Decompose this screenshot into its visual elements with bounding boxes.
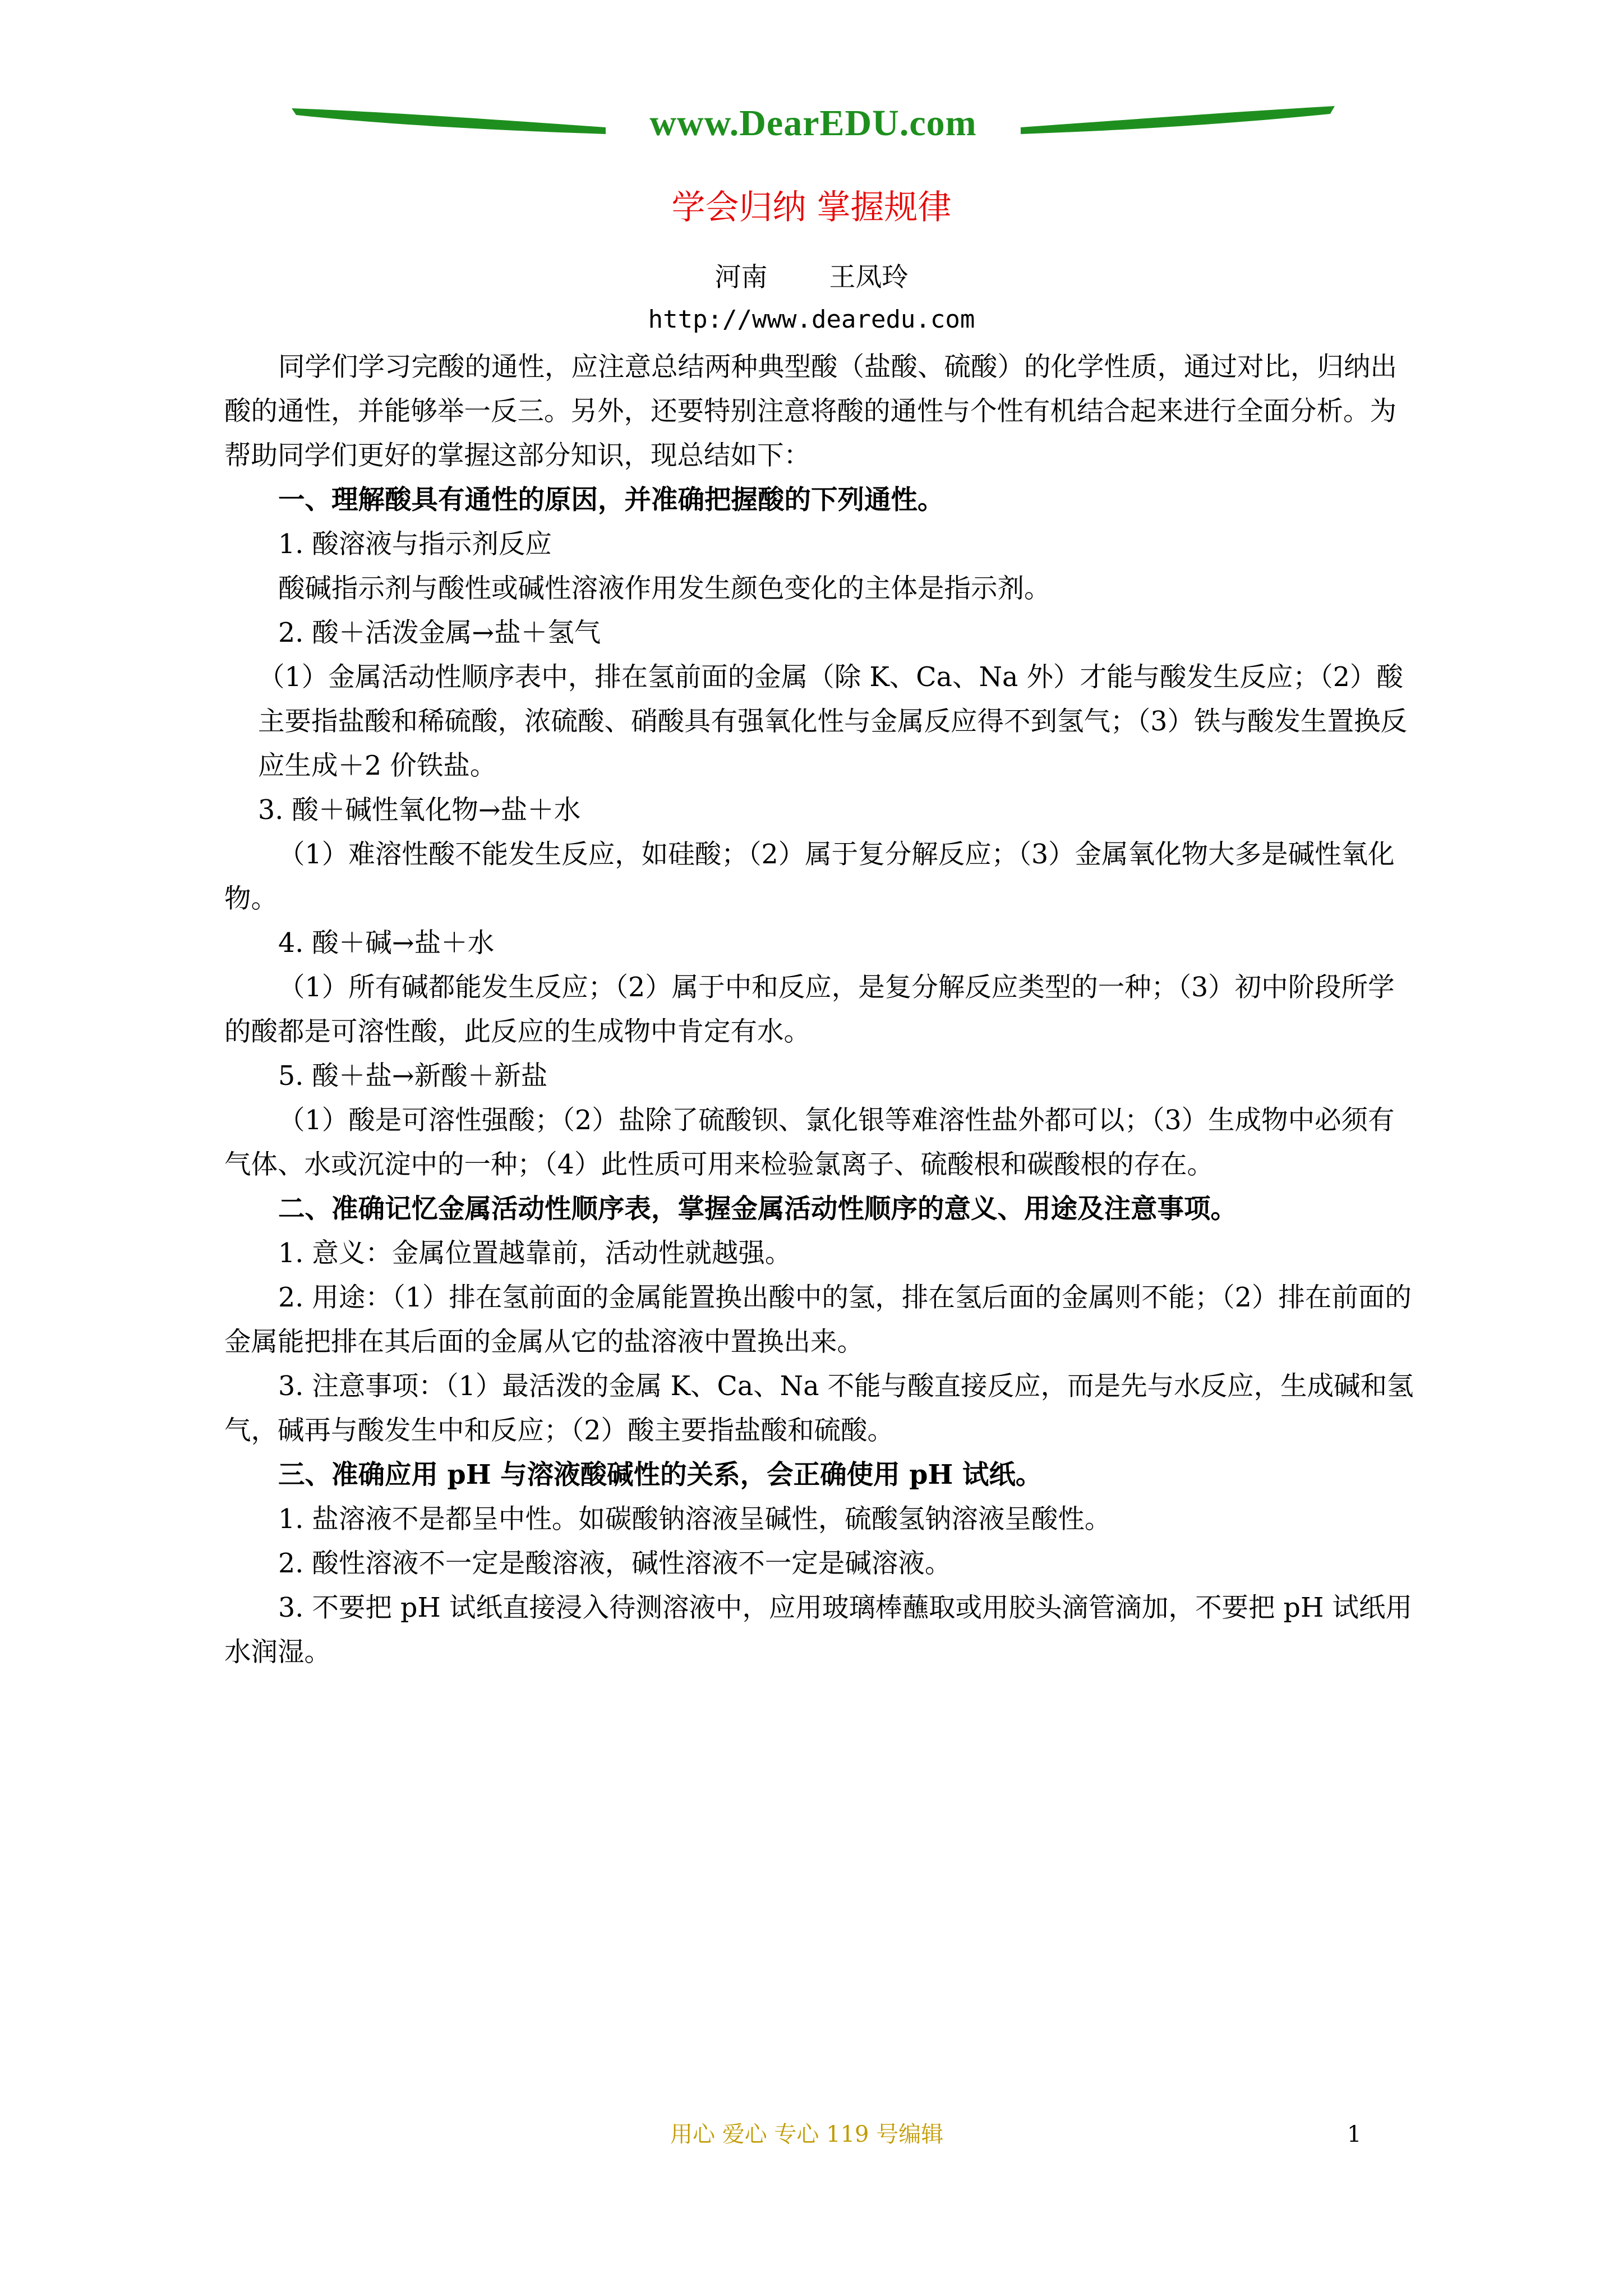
header-banner <box>292 93 1335 154</box>
list-item: 3. 注意事项：（1）最活泼的金属 K、Ca、Na 不能与酸直接反应，而是先与水反应，生成碱和氢气，碱再与酸发生中和反应；（2）酸主要指盐酸和硫酸。 <box>224 1371 1414 1446</box>
site-name: www.DearEDU.com <box>649 103 977 144</box>
section-heading-2: 二、准确记忆金属活动性顺序表，掌握金属活动性顺序的意义、用途及注意事项。 <box>278 1193 1237 1225</box>
source-url: http://www.dearedu.com <box>648 305 975 334</box>
item-text: （1）所有碱都能发生反应；（2）属于中和反应，是复分解反应类型的一种；（3）初中阶段所学的酸都是可溶性酸，此反应的生成物中肯定有水。 <box>224 972 1395 1047</box>
item-title: 2. 酸＋活泼金属→盐＋氢气 <box>278 618 601 648</box>
page-title: 学会归纳 掌握规律 <box>671 188 952 227</box>
item-title: 5. 酸＋盐→新酸＋新盐 <box>278 1061 548 1092</box>
list-item: 3. 不要把 pH 试纸直接浸入待测溶液中，应用玻璃棒蘸取或用胶头滴管滴加，不要把 pH 试纸用水润湿。 <box>224 1593 1412 1668</box>
intro-paragraph: 同学们学习完酸的通性，应注意总结两种典型酸（盐酸、硫酸）的化学性质，通过对比，归纳出酸的通性，并能够举一反三。另外，还要特别注意将酸的通性与个性有机结合起来进行全面分析。为帮助同学们更好的掌握这部分知识，现总结如下： <box>224 352 1397 471</box>
list-item: 2. 酸性溶液不一定是酸溶液，碱性溶液不一定是碱溶液。 <box>278 1548 952 1579</box>
page-footer: 用心 爱心 专心 119 号编辑 <box>670 2122 944 2147</box>
page-number: 1 <box>1347 2122 1362 2147</box>
item-text: （1）金属活动性顺序表中，排在氢前面的金属（除 K、Ca、Na 外）才能与酸发生反应；（2）酸主要指盐酸和稀硫酸，浓硫酸、硝酸具有强氧化性与金属反应得不到氢气；（3）铁与酸发生置换反应生成＋2 价铁盐。 <box>258 662 1407 781</box>
item-title: 3. 酸＋碱性氧化物→盐＋水 <box>258 795 581 826</box>
author-name: 王凤玲 <box>829 262 909 293</box>
section-heading-1: 一、理解酸具有通性的原因，并准确把握酸的下列通性。 <box>278 484 944 516</box>
section-heading-3: 三、准确应用 pH 与溶液酸碱性的关系，会正确使用 pH 试纸。 <box>278 1459 1043 1490</box>
item-text: 酸碱指示剂与酸性或碱性溶液作用发生颜色变化的主体是指示剂。 <box>278 573 1051 604</box>
item-text: （1）难溶性酸不能发生反应，如硅酸；（2）属于复分解反应；（3）金属氧化物大多是碱性氧化物。 <box>224 839 1395 914</box>
author-region: 河南 <box>714 262 768 293</box>
item-title: 1. 酸溶液与指示剂反应 <box>278 529 552 560</box>
item-text: （1）酸是可溶性强酸；（2）盐除了硫酸钡、氯化银等难溶性盐外都可以；（3）生成物中必须有气体、水或沉淀中的一种；（4）此性质可用来检验氯离子、硫酸根和碳酸根的存在。 <box>224 1105 1395 1180</box>
list-item: 1. 意义：金属位置越靠前，活动性就越强。 <box>278 1238 792 1269</box>
article-body <box>224 345 1419 1674</box>
list-item: 1. 盐溶液不是都呈中性。如碳酸钠溶液呈碱性，硫酸氢钠溶液呈酸性。 <box>278 1504 1112 1535</box>
author-line <box>0 258 1623 297</box>
item-title: 4. 酸＋碱→盐＋水 <box>278 928 495 959</box>
list-item: 2. 用途：（1）排在氢前面的金属能置换出酸中的氢，排在氢后面的金属则不能；（2）排在前面的金属能把排在其后面的金属从它的盐溶液中置换出来。 <box>224 1282 1412 1358</box>
